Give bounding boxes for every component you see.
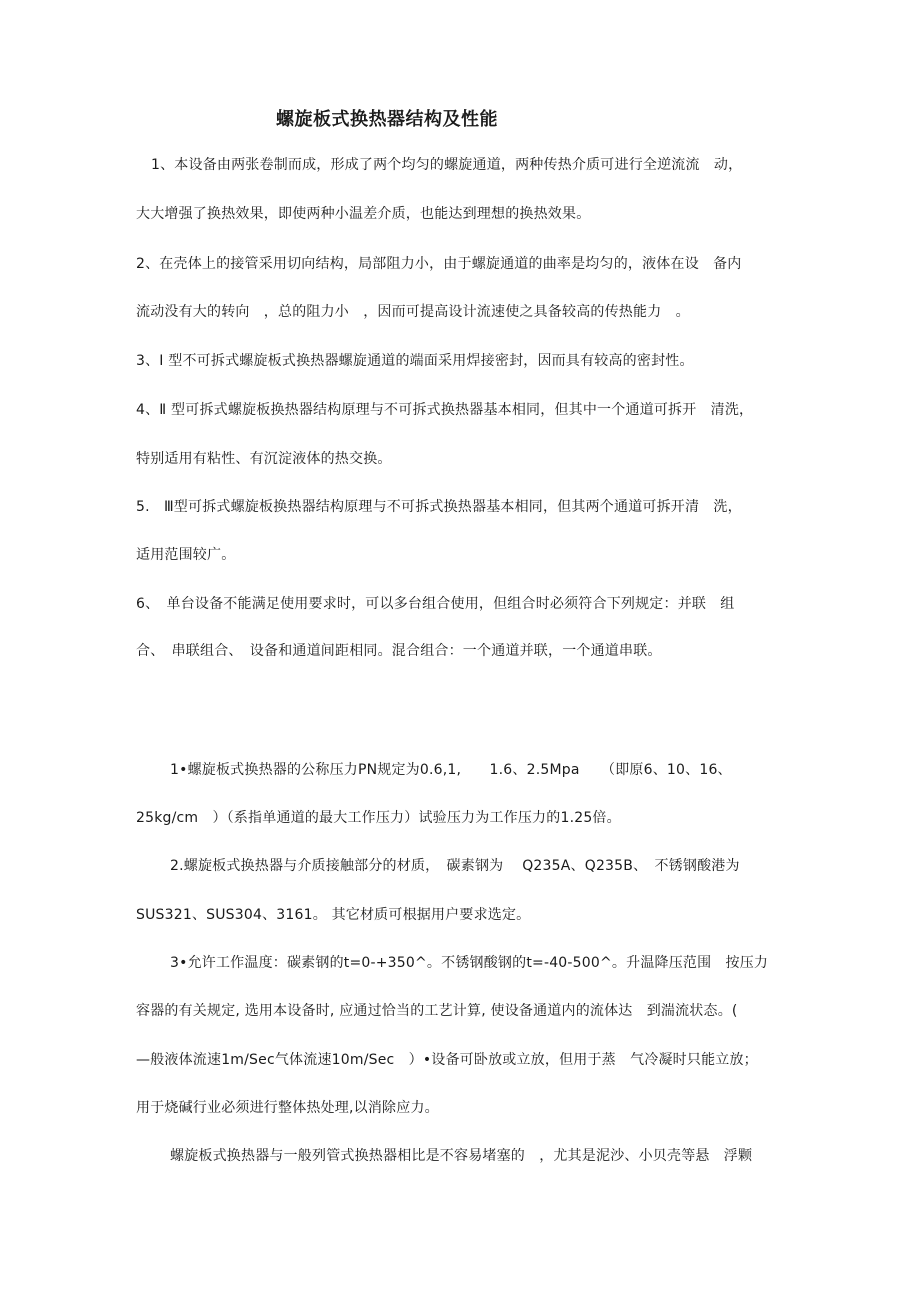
paragraph-line: 适用范围较广。 — [136, 547, 236, 563]
paragraph-line: 6、 单台设备不能满足使用要求时，可以多台组合使用，但组合时必须符合下列规定：并联 组 — [136, 596, 735, 612]
paragraph-line: 合、 串联组合、 设备和通道间距相同。混合组合：一个通道并联，一个通道串联。 — [136, 643, 662, 659]
paragraph-line: 2、在壳体上的接管采用切向结构，局部阻力小，由于螺旋通道的曲率是均匀的，液体在设 备内 — [136, 256, 742, 272]
paragraph-line: 容器的有关规定, 选用本设备时, 应通过恰当的工艺计算, 使设备通道内的流体达 到湍流状态。( — [136, 1003, 738, 1019]
paragraph-line: 1•螺旋板式换热器的公称压力PN规定为0.6,1, 1.6、2.5Mpa （即原6、10、16、 — [170, 762, 732, 778]
paragraph-line: 用于烧碱行业必须进行整体热处理,以消除应力。 — [136, 1100, 439, 1116]
paragraph-line: 25kg/cm ）（系指单通道的最大工作压力）试验压力为工作压力的1.25倍。 — [136, 810, 621, 826]
paragraph-line: 1、本设备由两张卷制而成，形成了两个均匀的螺旋通道，两种传热介质可进行全逆流流 动， — [151, 157, 743, 173]
paragraph-line: 3、Ⅰ 型不可拆式螺旋板式换热器螺旋通道的端面采用焊接密封，因而具有较高的密封性。 — [136, 353, 694, 369]
paragraph-line: —般液体流速1m/Sec气体流速10m/Sec ）•设备可卧放或立放，但用于蒸 气冷凝时只能立放； — [136, 1052, 758, 1068]
paragraph-line: 流动没有大的转向 ，总的阻力小 ，因而可提高设计流速使之具备较高的传热能力 。 — [136, 304, 690, 320]
paragraph-line: 大大增强了换热效果，即使两种小温差介质，也能达到理想的换热效果。 — [136, 206, 591, 222]
paragraph-line: 5. Ⅲ型可拆式螺旋板换热器结构原理与不可拆式换热器基本相同，但其两个通道可拆开清 洗， — [136, 499, 742, 515]
paragraph-line: 3•允许工作温度：碳素钢的t=0-+350^。不锈钢酸钢的t=-40-500^。升温降压范围 按压力 — [170, 955, 769, 971]
paragraph-line: 4、Ⅱ 型可拆式螺旋板换热器结构原理与不可拆式换热器基本相同，但其中一个通道可拆开 清洗， — [136, 402, 754, 418]
paragraph-line: 螺旋板式换热器与一般列管式换热器相比是不容易堵塞的 ，尤其是泥沙、小贝壳等悬 浮颗 — [170, 1148, 753, 1164]
paragraph-line: 2.螺旋板式换热器与介质接触部分的材质， 碳素钢为 Q235A、Q235B、 不锈钢酸港为 — [170, 858, 740, 874]
paragraph-line: SUS321、SUS304、3161。 其它材质可根据用户要求选定。 — [136, 907, 531, 923]
paragraph-line: 特别适用有粘性、有沉淀液体的热交换。 — [136, 451, 392, 467]
document-title: 螺旋板式换热器结构及性能 — [276, 109, 498, 130]
